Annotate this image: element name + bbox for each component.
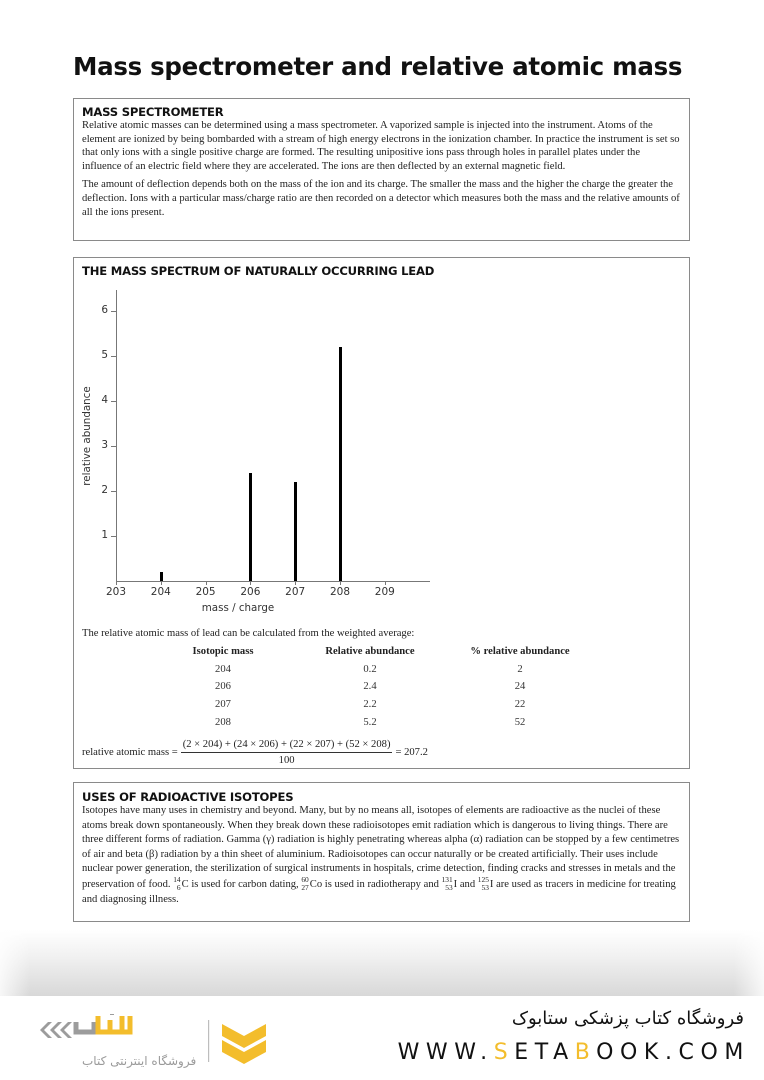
- y-tick-label: 2: [101, 484, 108, 496]
- spectrum-peak: [339, 347, 342, 581]
- x-tick-label: 209: [374, 586, 395, 598]
- table-cell: 2.2: [363, 699, 377, 711]
- table-cell: 5.2: [363, 716, 377, 728]
- isotope-iodine-125: 125 53 I: [477, 874, 494, 892]
- column-header: Relative abundance: [325, 646, 415, 657]
- column-header: Isotopic mass: [192, 646, 254, 657]
- section-heading: THE MASS SPECTRUM OF NATURALLY OCCURRING LEAD: [82, 264, 435, 278]
- x-tick: [340, 581, 341, 585]
- table-cell: 2: [517, 663, 523, 675]
- table-row: [74, 716, 691, 734]
- paragraph: Relative atomic masses can be determined using a mass spectrometer. A vaporized sample is injected into the instrument. Atoms of the element are ionized by being bombarded with a stream of high energy electrons in the ionization chamber. In practice the instrument is set so that only ions with a single positive charge are formed. The resulting unipositive ions pass through holes in parallel plates under the influence of an electric field where they are accelerated. The ions are then deflected by an external magnetic field.: [82, 120, 680, 172]
- table-cell: 24: [514, 681, 526, 693]
- y-tick-label: 6: [101, 304, 108, 316]
- x-axis: [116, 581, 430, 582]
- page-title: Mass spectrometer and relative atomic mass: [73, 52, 683, 81]
- table-cell: 2.4: [363, 681, 377, 693]
- table-cell: 208: [215, 716, 231, 728]
- paragraph-text: are used as tracers in medicine for treating and diagnosing illness.: [82, 879, 676, 905]
- table-cell: 204: [215, 663, 231, 675]
- table-header-row: [74, 645, 691, 663]
- y-tick: [111, 446, 116, 447]
- paragraph: [82, 804, 682, 907]
- page-shadow: [0, 930, 764, 996]
- x-tick-label: 204: [150, 586, 171, 598]
- formula-denominator: 100: [278, 754, 295, 766]
- table-row: [74, 680, 691, 698]
- y-tick: [111, 491, 116, 492]
- table-cell: 206: [215, 681, 231, 693]
- spectrum-peak: [294, 482, 297, 581]
- store-name: فروشگاه کتاب پزشکی ستابوک: [511, 1008, 744, 1029]
- y-tick: [111, 536, 116, 537]
- calc-intro: The relative atomic mass of lead can be calculated from the weighted average:: [82, 628, 415, 639]
- paragraph-text: Isotopes have many uses in chemistry and beyond. Many, but by no means all, isotopes of elements are radioactive as the nuclei of these atoms break down spontaneously. When they break down these radioisotopes emit radiation which is dangerous to living things. There are three different forms of radiation. Gamma (γ) radiation is highly penetrating whereas alpha (α) radiation can be stopped by a few centimetres of air and beta (β) radiation by a thin sheet of aluminium. Radioisotopes can occur naturally or be created artificially. Their uses include nuclear power generation, the sterilization of surgical instruments in hospitals, crime detection, finding cracks and stresses in metals and the preservation of food.: [82, 805, 680, 890]
- y-tick-label: 1: [101, 529, 108, 541]
- column-header: % relative abundance: [470, 646, 570, 657]
- formula-fraction: [181, 738, 393, 767]
- atomic-mass-formula: [82, 737, 428, 767]
- section-heading: USES OF RADIOACTIVE ISOTOPES: [82, 790, 294, 804]
- table-cell: 22: [514, 699, 526, 711]
- y-tick-label: 5: [101, 349, 108, 361]
- paragraph-text: and: [457, 879, 478, 890]
- lead-spectrum-box: [73, 257, 690, 769]
- formula-numerator: (2 × 204) + (24 × 206) + (22 × 207) + (52 × 208): [181, 738, 393, 753]
- store-url[interactable]: WWW.SETABOOK.COM: [397, 1040, 750, 1065]
- y-tick-label: 3: [101, 439, 108, 451]
- spectrum-peak: [249, 473, 252, 581]
- isotope-carbon-14: 14 6 C: [173, 874, 189, 892]
- table-row: [74, 663, 691, 681]
- isotope-iodine-131: 131 53 I: [441, 874, 458, 892]
- section-heading: MASS SPECTROMETER: [82, 105, 224, 119]
- isotope-table: [74, 645, 691, 733]
- spectrum-peak: [160, 572, 163, 581]
- paragraph: The amount of deflection depends both on the mass of the ion and its charge. The smaller the mass and the higher the charge the greater the deflection. Ions with a particular mass/charge ratio are then recorded on a detector which measures both the mass and the relative amounts of all the ions present.: [82, 179, 680, 218]
- formula-result: = 207.2: [395, 746, 428, 758]
- x-tick-label: 208: [329, 586, 351, 598]
- y-tick-label: 4: [101, 394, 108, 406]
- x-tick: [295, 581, 296, 585]
- x-tick: [385, 581, 386, 585]
- table-row: [74, 698, 691, 716]
- table-cell: 0.2: [363, 663, 377, 675]
- x-tick-label: 203: [105, 586, 127, 598]
- radioactive-isotopes-box: [73, 782, 690, 922]
- x-tick-label: 207: [285, 586, 306, 598]
- x-tick-label: 206: [240, 586, 261, 598]
- x-tick: [250, 581, 251, 585]
- setabook-logo[interactable]: [30, 1014, 300, 1074]
- formula-lhs: relative atomic mass =: [82, 746, 178, 758]
- isotope-cobalt-60: 60 27 Co: [301, 874, 323, 892]
- x-tick: [116, 581, 117, 585]
- mass-spectrum-chart: 1 2 3 4 5 6 203 204 205 206 207 208 209 relative abundance mass / charge: [74, 258, 691, 638]
- x-tick-label: 205: [195, 586, 216, 598]
- y-tick: [111, 311, 116, 312]
- y-axis: [116, 290, 117, 582]
- x-tick: [161, 581, 162, 585]
- y-tick: [111, 356, 116, 357]
- paragraph-text: is used for carbon dating,: [188, 879, 302, 890]
- logo-subtitle: فروشگاه اینترنتی کتاب: [82, 1054, 197, 1068]
- paragraph-text: is used in radiotherapy and: [322, 879, 442, 890]
- table-cell: 207: [215, 699, 231, 711]
- table-cell: 52: [514, 716, 526, 728]
- mass-spectrometer-box: [73, 98, 690, 241]
- y-tick: [111, 401, 116, 402]
- x-tick: [206, 581, 207, 585]
- footer-banner: [0, 996, 764, 1080]
